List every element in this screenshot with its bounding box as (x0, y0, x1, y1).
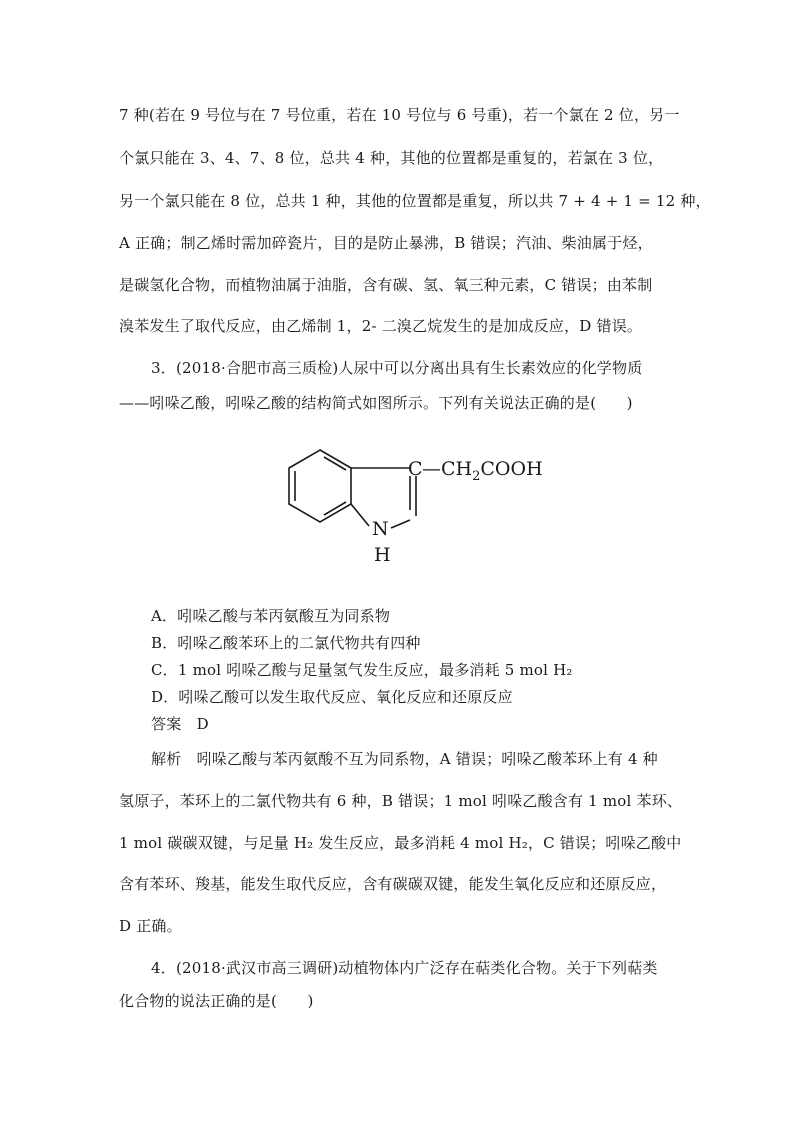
option-c: C．1 mol 吲哚乙酸与足量氢气发生反应，最多消耗 5 mol H₂ (151, 661, 573, 679)
analysis-line: 个氯只能在 3、4、7、8 位，总共 4 种，其他的位置都是重复的，若氯在 3 位， (119, 149, 664, 167)
analysis-line: 解析 吲哚乙酸与苯丙氨酸不互为同系物，A 错误；吲哚乙酸苯环上有 4 种 (151, 750, 658, 768)
option-b: B．吲哚乙酸苯环上的二氯代物共有四种 (151, 634, 421, 652)
option-a: A．吲哚乙酸与苯丙氨酸互为同系物 (151, 607, 391, 625)
side-chain-label: $—CH_2COOH$ (422, 458, 543, 484)
analysis-line: 另一个氯只能在 8 位，总共 1 种，其他的位置都是重复，所以共 7 + 4 + 1 = 12 种， (119, 192, 711, 210)
indoleacetic-acid-structure (270, 440, 570, 580)
ring-nitrogen-label: N (372, 518, 389, 540)
question-3-stem: 3．(2018·合肥市高三质检)人尿中可以分离出具有生长素效应的化学物质 (151, 359, 643, 377)
option-d: D．吲哚乙酸可以发生取代反应、氧化反应和还原反应 (151, 688, 513, 706)
analysis-line: 溴苯发生了取代反应，由乙烯制 1，2- 二溴乙烷发生的是加成反应，D 错误。 (119, 317, 643, 335)
question-4-stem: 4．(2018·武汉市高三调研)动植物体内广泛存在萜类化合物。关于下列萜类 (151, 959, 658, 977)
analysis-line: 7 种(若在 9 号位与在 7 号位重，若在 10 号位与 6 号重)，若一个氯在 2 位，另一 (119, 106, 680, 124)
analysis-line: D 正确。 (119, 917, 182, 935)
analysis-line: 氢原子，苯环上的二氯代物共有 6 种，B 错误；1 mol 吲哚乙酸含有 1 mol 苯环、 (119, 792, 683, 810)
answer-label: 答案 D (151, 715, 209, 733)
question-3-stem-cont: ——吲哚乙酸，吲哚乙酸的结构简式如图所示。下列有关说法正确的是( ) (119, 394, 633, 412)
analysis-line: 含有苯环、羧基，能发生取代反应，含有碳碳双键，能发生氧化反应和还原反应， (119, 875, 667, 893)
question-4-stem-cont: 化合物的说法正确的是( ) (119, 992, 314, 1010)
ring-hydrogen-label: H (374, 544, 391, 566)
benzene-ring (289, 450, 351, 522)
analysis-line: A 正确；制乙烯时需加碎瓷片，目的是防止暴沸，B 错误；汽油、柴油属于烃， (119, 234, 653, 252)
analysis-line: 是碳氢化合物，而植物油属于油脂，含有碳、氢、氧三种元素，C 错误；由苯制 (119, 276, 653, 294)
analysis-line: 1 mol 碳碳双键，与足量 H₂ 发生反应，最多消耗 4 mol H₂，C 错误；吲哚乙酸中 (119, 834, 682, 852)
ring-carbon-label: C (408, 458, 423, 480)
